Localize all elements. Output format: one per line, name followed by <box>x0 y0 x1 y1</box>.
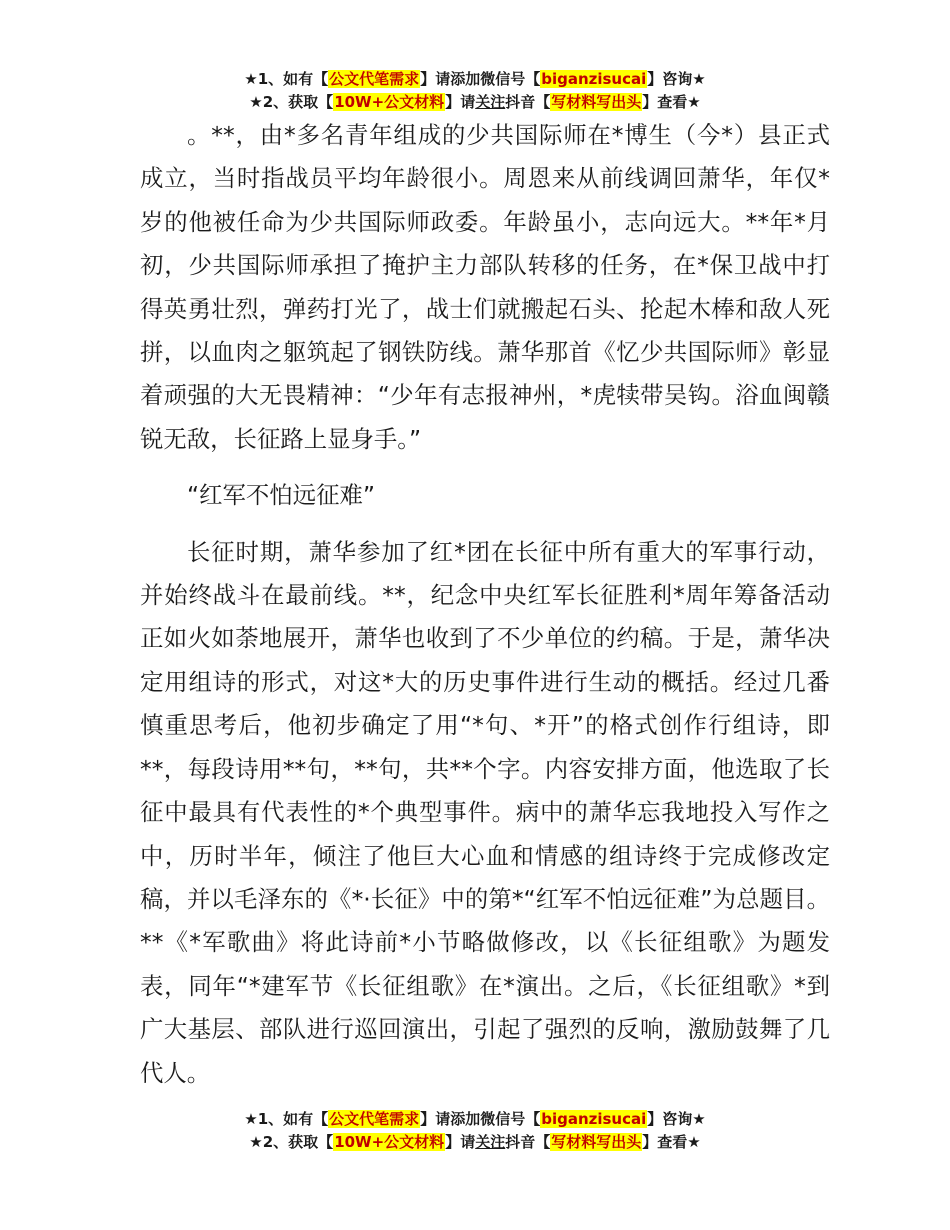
highlight-ghostwriting: 公文代笔需求 <box>329 70 420 88</box>
footer-line-1-suffix: 】咨询★ <box>647 1110 706 1128</box>
footer-banner-line-1 <box>0 1108 950 1131</box>
paragraph-2: 长征时期，萧华参加了红*团在长征中所有重大的军事行动，并始终战斗在最前线。**，纪念中央红军长征胜利*周年筹备活动正如火如荼地展开，萧华也收到了不少单位的约稿。于是，萧华决定用组诗的形式，对这*大的历史事件进行生动的概括。经过几番慎重思考后，他初步确定了用“*句、*开”的格式创作行组诗，即**，每段诗用**句，**句，共**个字。内容安排方面，他选取了长征中最具有代表性的*个典型事件。病中的萧华忘我地投入写作之中，历时半年，倾注了他巨大心血和情感的组诗终于完成修改定稿，并以毛泽东的《*·长征》中的第*“红军不怕远征难”为总题目。**《*军歌曲》将此诗前*小节略做修改，以《长征组歌》为题发表，同年“*建军节《长征组歌》在*演出。之后，《长征组歌》*到广大基层、部队进行巡回演出，引起了强烈的反响，激励鼓舞了几代人。 <box>140 537 830 1087</box>
footer-line-2-mid: 】请 <box>445 1133 476 1151</box>
footer-line-1-mid: 】请添加微信号【 <box>420 1110 541 1128</box>
highlight-wechat-id: biganzisucai <box>541 70 647 88</box>
header-banner <box>0 68 950 114</box>
footer-follow-underlined: 关注 <box>475 1133 506 1151</box>
footer-line-1-prefix: ★1、如有【 <box>244 1110 329 1128</box>
footer-highlight-materials: 10W+公文材料 <box>334 1133 445 1151</box>
footer-line-2-prefix: ★2、获取【 <box>249 1133 334 1151</box>
highlight-douyin-account: 写材料写出头 <box>551 93 642 111</box>
footer-highlight-ghostwriting: 公文代笔需求 <box>329 1110 420 1128</box>
highlight-materials: 10W+公文材料 <box>334 93 445 111</box>
follow-underlined: 关注 <box>475 93 506 111</box>
banner-line-2-suffix: 】查看★ <box>642 93 701 111</box>
banner-line-1 <box>0 68 950 91</box>
footer-line-2-suffix: 】查看★ <box>642 1133 701 1151</box>
banner-line-2-mid2: 抖音【 <box>505 93 551 111</box>
banner-line-2-mid: 】请 <box>445 93 476 111</box>
footer-highlight-douyin-account: 写材料写出头 <box>551 1133 642 1151</box>
banner-line-1-suffix: 】咨询★ <box>647 70 706 88</box>
footer-line-2-mid2: 抖音【 <box>505 1133 551 1151</box>
paragraph-1: 。**，由*多名青年组成的少共国际师在*博生（今*）县正式成立，当时指战员平均年龄很小。周恩来从前线调回萧华，年仅*岁的他被任命为少共国际师政委。年龄虽小，志向远大。**年*月初，少共国际师承担了掩护主力部队转移的任务，在*保卫战中打得英勇壮烈，弹药打光了，战士们就搬起石头、抡起木棒和敌人死拼，以血肉之躯筑起了钢铁防线。萧华那首《忆少共国际师》彰显着顽强的大无畏精神：“少年有志报神州，*虎犊带吴钩。浴血闽赣锐无敌，长征路上显身手。” <box>140 121 830 453</box>
section-heading: “红军不怕远征难” <box>187 481 375 510</box>
banner-line-2 <box>0 91 950 114</box>
footer-banner-line-2 <box>0 1131 950 1154</box>
footer-banner <box>0 1108 950 1154</box>
banner-line-1-mid: 】请添加微信号【 <box>420 70 541 88</box>
banner-line-1-prefix: ★1、如有【 <box>244 70 329 88</box>
footer-highlight-wechat-id: biganzisucai <box>541 1110 647 1128</box>
document-body <box>140 114 830 1095</box>
banner-line-2-prefix: ★2、获取【 <box>249 93 334 111</box>
